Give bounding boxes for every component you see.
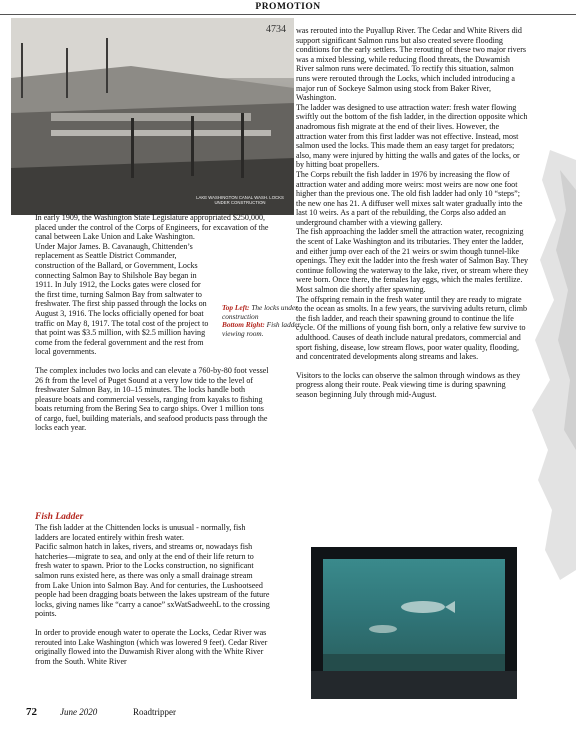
caption-label-bottom-right: Bottom Right: (222, 320, 265, 330)
page-header (0, 0, 576, 16)
section-heading: Fish Ladder (35, 512, 84, 522)
header-rule (0, 14, 576, 15)
column-right (296, 26, 529, 400)
caption-text-bottom-right: Fish ladder viewing room. (222, 320, 301, 338)
fish-ladder-viewing-photo (311, 547, 517, 699)
section-label: PROMOTION (255, 2, 321, 12)
paragraph: In order to provide enough water to operate the Locks, Cedar River was rerouted into Lake Washington (which was lowered 9 feet). Cedar River originally flowed into the Duwamish River along with the White River from the South. White River (35, 627, 268, 666)
paragraph: was rerouted into the Puyallup River. The Cedar and White Rivers did support significant Salmon runs but also created severe flooding conditions for the early settlers. The rerouting of these two major rivers was a mixed blessing, while reducing flood threats, the Duwamish River salmon runs were decimated. To rectify this situation, salmon runs were rerouted through the Locks, which included introducing a major run of Sockeye Salmon using stock from Baker River, Washington. (296, 26, 527, 103)
paragraph: The fish approaching the ladder smell the attraction water, recognizing the scent of Lake Washington and its tributaries. They enter the ladder, and either jump over each of the 21 weirs or swim though tunnel-like openings. They exit the ladder into the fresh water of Salmon Bay. They continue following the waterway to the lake, river, or stream where they were born. Once there, the females lay eggs, which the males fertilize. Most salmon die shortly after spawning. (296, 227, 529, 295)
caption-label-top-left: Top Left: (222, 303, 250, 312)
magazine-name: Roadtripper (133, 707, 176, 717)
column-left-bottom (35, 512, 270, 666)
paragraph: The ladder was designed to use attraction water: fresh water flowing swiftly out the bottom of the fish ladder, in the direction opposite which anadromous fish migrate at the end of their lives. However, the attraction water from this first ladder was not effective. Instead, most salmon used the locks. This made them an easy target for predators; also, many were injured by hitting the walls and gates of the locks, or by hitting boat propellers. (296, 102, 528, 170)
page-footer (0, 706, 576, 726)
paragraph: Visitors to the locks can observe the salmon through windows as they progress along their route. Peak viewing time is during spawning season beginning July through mid-August. (296, 370, 521, 399)
photo-embedded-caption: LAKE WASHINGTON CANAL WASH. LOCKS UNDER CONSTRUCTION (196, 195, 284, 205)
paragraph: Pacific salmon hatch in lakes, rivers, and streams or, nowadays fish hatcheries—migrate to sea, and only at the end of their life return to fresh water to spawn. Prior to the Locks construction, no significant salmon runs existed here, as there was only a small drainage stream from Lake Union into Salmon Bay. And for centuries, the Lushootseed people had been dragging boats between the lakes upstream of the future locks, giving names like “carry a canoe” sxWatSadweehL to the crossing points. (35, 542, 270, 619)
locks-construction-photo (11, 18, 294, 215)
viewing-window (323, 559, 505, 671)
paragraph: The Corps rebuilt the fish ladder in 1976 by increasing the flow of attraction water and adding more weirs: most weirs are now one foot higher than the previous one. The old fish ladder had only 10 “steps”; the new one has 21. A diffuser well mixes salt water gradually into the last 10 weirs. As a part of the rebuilding, the Corps also added an underground chamber with a viewing gallery. (296, 169, 523, 227)
paragraph: The offspring remain in the fresh water until they are ready to migrate to the ocean as smolts. In a few years, the surviving adults return, climb the fish ladder, and reach their spawning ground to continue the life cycle. Of the millions of young fish born, only a relative few survive to adulthood. Causes of death include natural predators, commercial and sport fishing, disease, low stream flows, poor water quality, flooding, and concentrated developments along streams and lakes. (296, 294, 528, 362)
caption-text-top-left: The locks under construction (222, 303, 298, 321)
paragraph: The complex includes two locks and can elevate a 760-by-80 foot vessel 26 ft from the level of Puget Sound at a very low tide to the level of freshwater Salmon Bay, in 10–15 minutes. The locks handle both pleasure boats and commercial vessels, ranging from kayaks to fishing boats returning from the Bering Sea to cargo ships. Over 1 million tons of cargo, fuel, building materials, and seafood products pass through the locks each year. (35, 365, 269, 433)
paragraph: In early 1909, the Washington State Legislature appropriated $250,000, placed under the control of the Corps of Engineers, for excavation of the canal between Lake Union and Lake Washington. (35, 213, 269, 242)
photo-caption (222, 304, 318, 338)
paragraph: The fish ladder at the Chittenden locks is unusual - normally, fish ladders are located entirely within fresh water. (35, 523, 246, 542)
photo-number: 4734 (266, 24, 286, 35)
paragraph: Under Major James. B. Cavanaugh, Chittenden’s replacement as Seattle District Commander, construction of the Ballard, or Government, Locks connecting Salmon Bay to Shilshole Bay began in 1911. In July 1912, the Locks gates were closed for the first time, turning Salmon Bay from saltwater to freshwater. The first ship passed through the locks on August 3, 1916. The locks officially opened for boat traffic on May 8, 1917. The total cost of the project to that point was $3.5 million, with $2.5 million having come from the federal government and the rest from local governments. (35, 241, 209, 357)
page-number: 72 (26, 706, 37, 718)
construction-scene (11, 18, 294, 215)
issue-date: June 2020 (60, 707, 98, 717)
viewing-room-floor (311, 671, 517, 699)
salmon-illustration (323, 559, 505, 671)
